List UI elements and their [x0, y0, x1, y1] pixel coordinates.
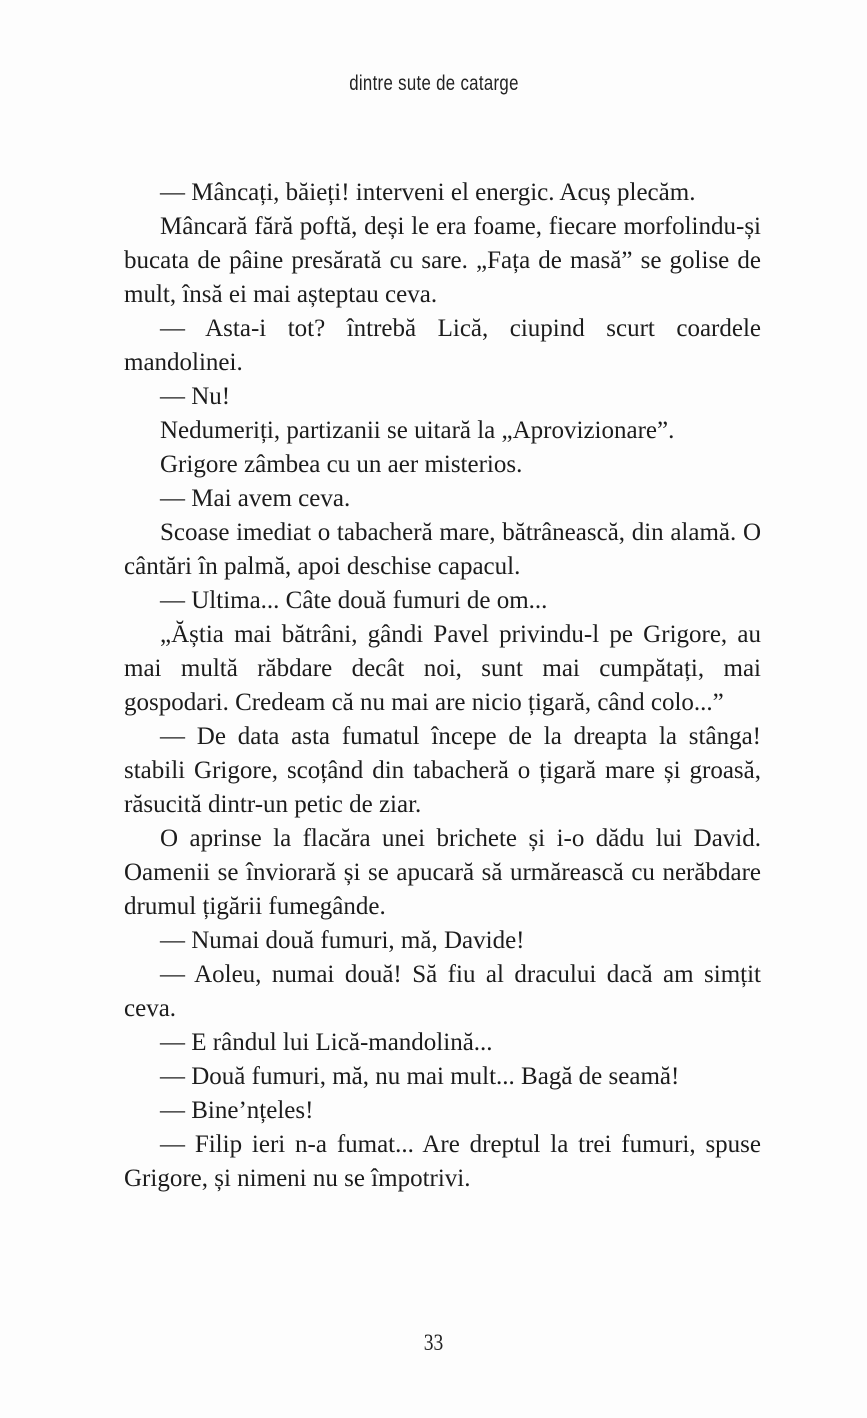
paragraph: Nedumeriți, partizanii se uitară la „Aprovizionare”. — [160, 417, 675, 444]
paragraph: Mâncară fără poftă, deși le era foame, fiecare morfolindu-și bucata de pâine presărată cu sare. „Fața de masă” se golise de mult, însă ei mai așteptau ceva. — [124, 213, 761, 308]
text-body — [124, 176, 761, 1196]
paragraph: — Bine’nțeles! — [160, 1097, 314, 1124]
paragraph: — Aoleu, numai două! Să fiu al dracului dacă am simțit ceva. — [124, 961, 761, 1022]
paragraph: — Filip ieri n-a fumat... Are dreptul la trei fumuri, spuse Grigore, și nimeni nu se împotrivi. — [124, 1131, 761, 1192]
paragraph: — De data asta fumatul începe de la dreapta la stânga! stabili Grigore, scoțând din tabacheră o țigară mare și groasă, răsucită dintr-un petic de ziar. — [124, 723, 761, 818]
paragraph: — Nu! — [160, 383, 231, 410]
paragraph: — Numai două fumuri, mă, Davide! — [160, 927, 525, 954]
paragraph: — Mai avem ceva. — [160, 485, 351, 512]
page-number — [0, 1330, 867, 1356]
page-number-value: 33 — [423, 1330, 444, 1355]
paragraph: — Mâncați, băieți! interveni el energic. Acuș plecăm. — [160, 179, 696, 206]
paragraph: O aprinse la flacăra unei brichete și i-o dădu lui David. Oamenii se înviorară și se apucară să urmărească cu nerăbdare drumul țigării fumegânde. — [124, 825, 761, 920]
running-header — [0, 72, 867, 96]
paragraph: — Asta-i tot? întrebă Lică, ciupind scurt coardele mandolinei. — [124, 315, 761, 376]
running-header-title: dintre sute de catarge — [348, 72, 519, 95]
paragraph: — E rândul lui Lică-mandolină... — [160, 1029, 493, 1056]
paragraph: „Ăștia mai bătrâni, gândi Pavel privindu-l pe Grigore, au mai multă răbdare decât noi, sunt mai cumpătați, mai gospodari. Credeam că nu mai are nicio țigară, când colo...” — [124, 621, 761, 716]
paragraph: Scoase imediat o tabacheră mare, bătrânească, din alamă. O cântări în palmă, apoi deschise capacul. — [124, 519, 761, 580]
paragraph: Grigore zâmbea cu un aer misterios. — [160, 451, 523, 478]
paragraph: — Două fumuri, mă, nu mai mult... Bagă de seamă! — [160, 1063, 680, 1090]
paragraph: — Ultima... Câte două fumuri de om... — [160, 587, 548, 614]
